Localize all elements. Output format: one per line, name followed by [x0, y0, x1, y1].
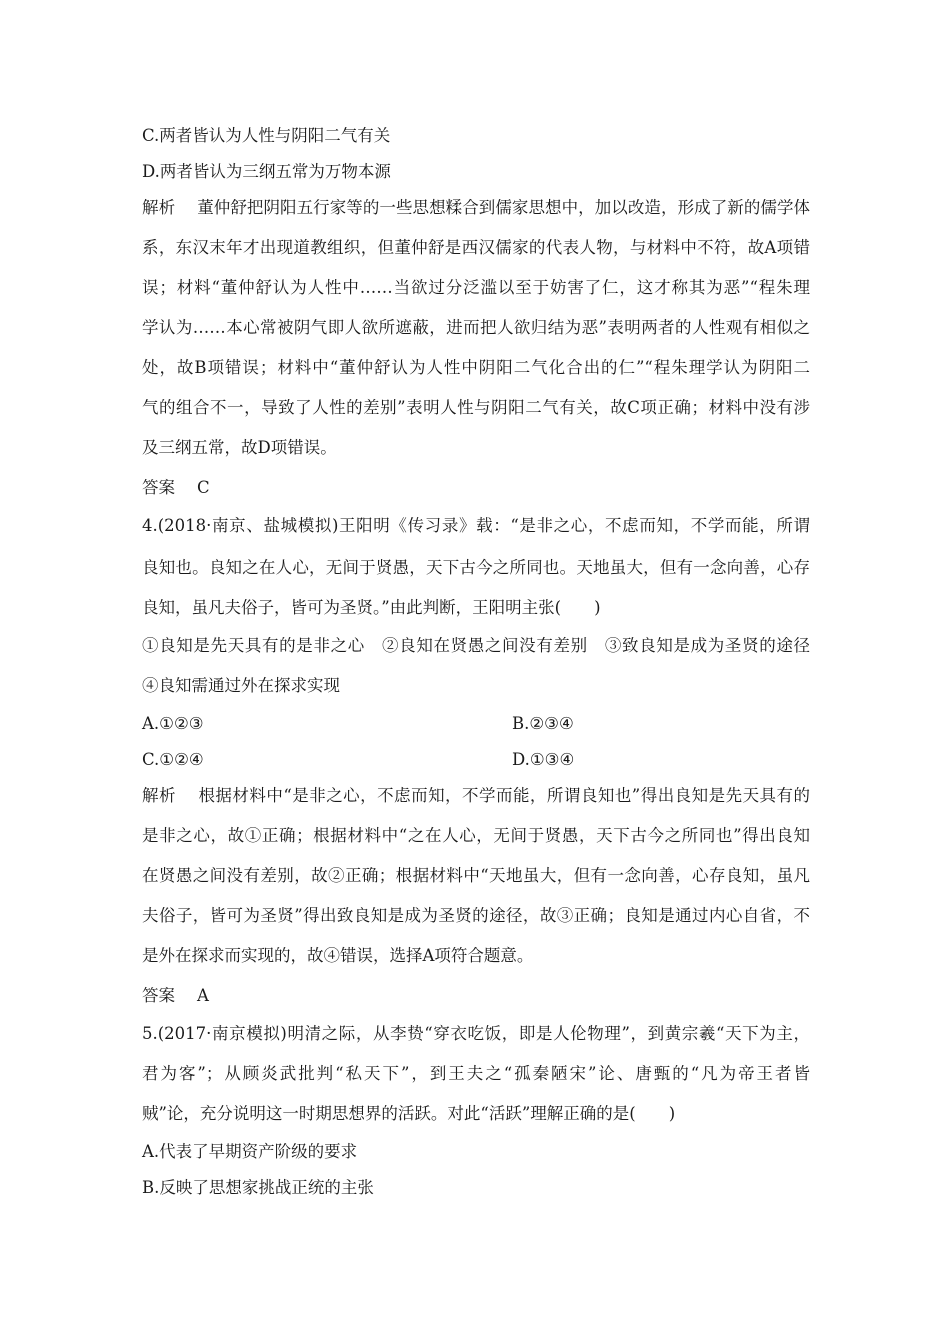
q3-analysis-line-1: 解析 董仲舒把阴阳五行家等的一些思想糅合到儒家思想中，加以改造，形成了新的儒学体 — [142, 198, 811, 217]
q4-answer-label: 答案 — [142, 986, 175, 1005]
q3-analysis-line-5: 处，故B项错误；材料中“董仲舒认为人性中阴阳二气化合出的仁”“程朱理学认为阴阳二 — [142, 358, 810, 377]
q4-answer-value: A — [197, 986, 209, 1005]
q4-stem-line-2: 良知也。良知之在人心，无间于贤愚，天下古今之所同也。天地虽大，但有一念向善，心存 — [142, 558, 810, 577]
q4-analysis-line-1: 解析 根据材料中“是非之心，不虑而知，不学而能，所谓良知也”得出良知是先天具有的 — [142, 786, 811, 805]
q5-stem-line-3: 贼”论，充分说明这一时期思想界的活跃。对此“活跃”理解正确的是( ) — [142, 1104, 676, 1123]
q3-analysis-line-6: 气的组合不一，导致了人性的差别”表明人性与阴阳二气有关，故C项正确；材料中没有涉 — [142, 398, 810, 417]
q5-stem-line-1: 5.(2017·南京模拟)明清之际，从李贽“穿衣吃饭，即是人伦物理”，到黄宗羲“天下为主， — [142, 1024, 810, 1043]
q4-option-b: B.②③④ — [512, 714, 574, 733]
q4-statements-line-1: ①良知是先天具有的是非之心 ②良知在贤愚之间没有差别 ③致良知是成为圣贤的途径 — [142, 636, 810, 655]
q4-option-a: A.①②③ — [142, 714, 204, 733]
q4-analysis-line-4: 夫俗子，皆可为圣贤”得出致良知是成为圣贤的途径，故③正确；良知是通过内心自省，不 — [142, 906, 810, 925]
q5-option-b: B.反映了思想家挑战正统的主张 — [142, 1178, 374, 1197]
q3-option-c: C.两者皆认为人性与阴阳二气有关 — [142, 126, 391, 145]
q4-analysis-line-3: 在贤愚之间没有差别，故②正确；根据材料中“天地虽大，但有一念向善，心存良知，虽凡 — [142, 866, 810, 885]
q3-option-d: D.两者皆认为三纲五常为万物本源 — [142, 162, 391, 181]
q3-answer-value: C — [197, 478, 210, 497]
q4-answer — [142, 984, 209, 1008]
q4-analysis-line-2: 是非之心，故①正确；根据材料中“之在人心，无间于贤愚，天下古今之所同也”得出良知 — [142, 826, 810, 845]
q4-statements-line-2: ④良知需通过外在探求实现 — [142, 676, 340, 695]
q5-stem-line-2: 君为客”；从顾炎武批判“私天下”，到王夫之“孤秦陋宋”论、唐甄的“凡为帝王者皆 — [142, 1064, 810, 1083]
q3-answer — [142, 476, 210, 500]
q3-answer-label: 答案 — [142, 478, 175, 497]
q5-option-a: A.代表了早期资产阶级的要求 — [142, 1142, 358, 1161]
q3-analysis-line-7: 及三纲五常，故D项错误。 — [142, 438, 337, 457]
q3-analysis-line-3: 误；材料“董仲舒认为人性中……当欲过分泛滥以至于妨害了仁，这才称其为恶”“程朱理 — [142, 278, 810, 297]
q4-analysis-label: 解析 — [142, 786, 176, 805]
q4-option-d: D.①③④ — [512, 750, 575, 769]
q4-stem-line-1: 4.(2018·南京、盐城模拟)王阳明《传习录》载：“是非之心，不虑而知，不学而能，所谓 — [142, 516, 810, 535]
q3-analysis-line-4: 学认为……本心常被阴气即人欲所遮蔽，进而把人欲归结为恶”表明两者的人性观有相似之 — [142, 318, 810, 337]
q4-option-c: C.①②④ — [142, 750, 204, 769]
q3-analysis-label: 解析 — [142, 198, 176, 217]
q4-stem-line-3: 良知，虽凡夫俗子，皆可为圣贤。”由此判断，王阳明主张( ) — [142, 598, 601, 617]
q3-analysis-line-2: 系，东汉末年才出现道教组织，但董仲舒是西汉儒家的代表人物，与材料中不符，故A项错 — [142, 238, 810, 257]
q4-analysis-line-5: 是外在探求而实现的，故④错误，选择A项符合题意。 — [142, 946, 534, 965]
